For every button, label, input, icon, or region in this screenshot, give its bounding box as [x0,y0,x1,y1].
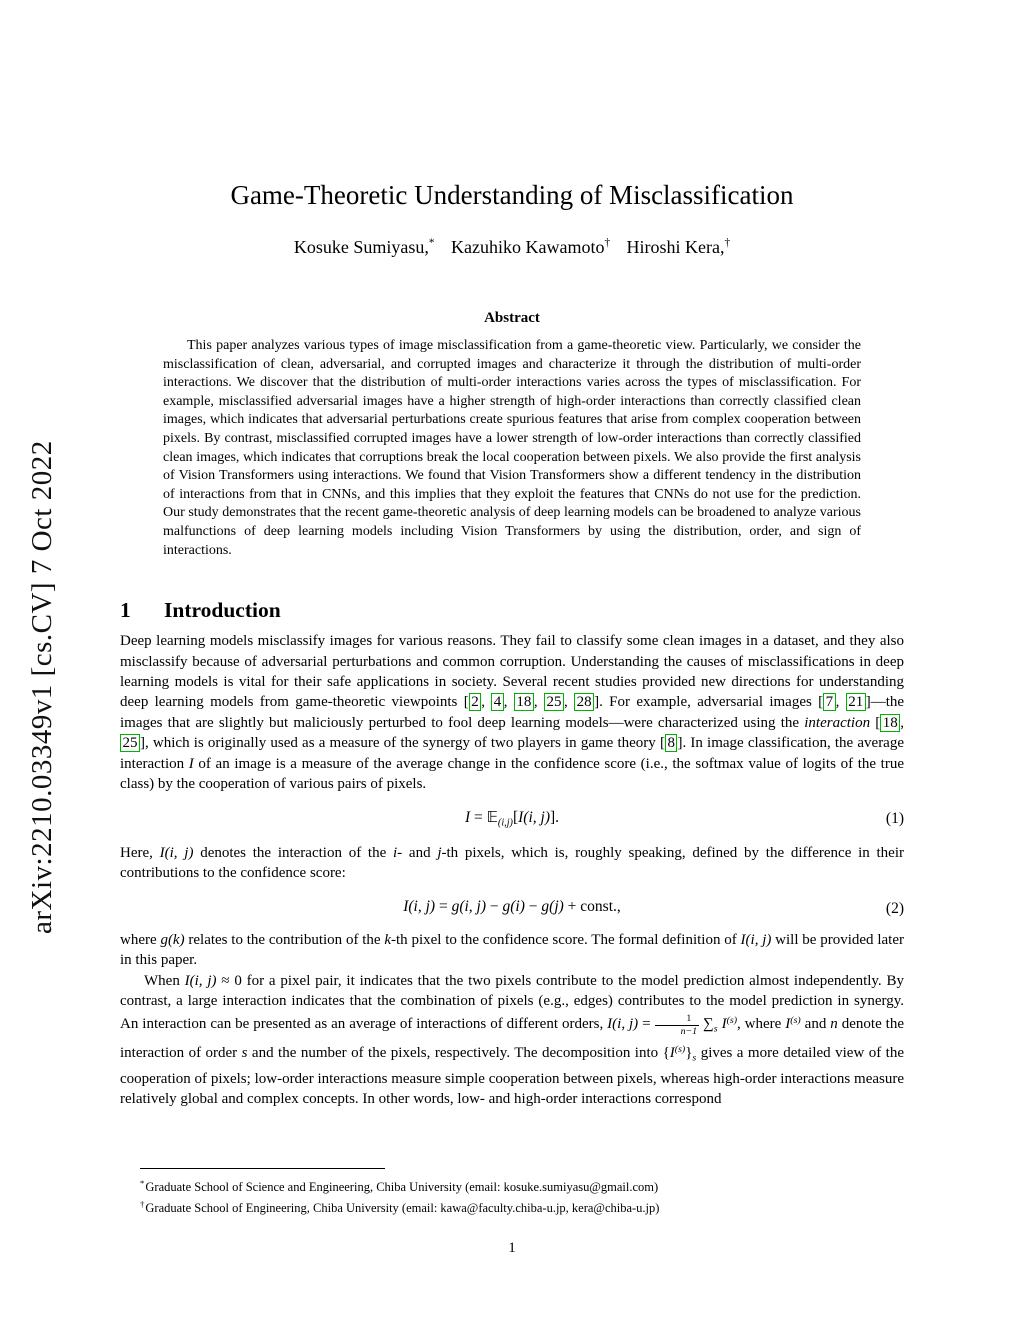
inline-math: I(i, j) [518,809,550,827]
equation-2-body: I(i, j) = g(i, j) − g(i) − g(j) + const., [403,897,621,915]
footnote-1-text: Graduate School of Science and Engineering, Chiba University (email: kosuke.sumiyasu@gmail.com) [145,1180,659,1195]
footnote-2 [140,1196,904,1217]
abstract-text: This paper analyzes various types of image misclassification from a game-theoretic view. Particularly, we consider the misclassification of clean, adversarial, and corrupted images and characterize it through the distribution of multi-order interactions. We discover that the distribution of multi-order interactions varies across the types of misclassification. For example, misclassified adversarial images have a higher strength of high-order interactions than correctly classified clean images, which indicates that adversarial perturbations create spurious features that arise from complex cooperation between pixels. By contrast, misclassified corrupted images have a lower strength of low-order interactions than correctly classified clean images, which indicates that corruptions break the local cooperation between pixels. We also provide the first analysis of Vision Transformers using interactions. We found that Vision Transformers show a different tendency in the distribution of interactions from that in CNNs, and this implies that they exploit the features that CNNs do not use for the prediction. Our study demonstrates that the recent game-theoretic analysis of deep learning models can be broadened to analyze various malfunctions of deep learning models including Vision Transformers by using the distribution, order, and sign of interactions. [163,338,861,558]
equation-2 [120,898,904,916]
author-2 [445,237,616,257]
author-3-mark: † [724,237,731,249]
equation-2-number: (2) [885,899,904,917]
paragraph-intro-4: When I(i, j) ≈ 0 for a pixel pair, it indicates that the two pixels contribute to the model prediction almost independently. By contrast, a large interaction indicates that the combination of pixels (e.g., edges) contributes to the model prediction in synergy. An interaction can be presented as an average of interactions of different orders, I(i, j) = $\frac{1}{n-1}$ $\sum_s$ $I^{(s)}$, where $I^{(s)}$ and n denote the interaction of order s and the number of the pixels, respectively. The decomposition into $\{I^{(s)}\}_s$ gives a more detailed view of the cooperation of pixels; low-order interactions measure simple cooperation between pixels, whereas high-order interactions measure relatively global and complex concepts. In other words, low- and high-order interactions correspond [120,972,905,1108]
inline-math: I [669,1045,675,1062]
citation-link[interactable]: 8 [665,734,678,752]
inline-math: j [437,844,442,861]
inline-math: I(i, j) [159,844,194,861]
author-1-name: Kosuke Sumiyasu, [293,237,429,257]
inline-math: g(i) [502,897,525,915]
footnotes [140,1168,904,1216]
citation-link[interactable]: 2 [469,693,482,711]
author-2-mark: † [604,237,611,249]
section-title: Introduction [164,598,281,623]
abstract-section [163,310,861,560]
citation-link[interactable]: 18 [514,693,534,711]
inline-math: I [785,1016,791,1033]
math-sub: s [692,1052,697,1064]
footnote-rule [140,1168,385,1169]
math-sub: (i,j) [497,817,513,829]
inline-math: g(k) [160,931,185,948]
inline-fraction: $\frac{1}{n-1}$ [655,1013,700,1037]
author-1 [288,237,441,257]
footnote-1-mark: * [140,1178,145,1188]
citation-link[interactable]: 18 [880,714,900,732]
paragraph-intro-2: Here, I(i, j) denotes the interaction of the i- and j-th pixels, which is, roughly speaking, defined by the difference in their contributions to the confidence score: [120,844,904,882]
footnote-2-text: Graduate School of Engineering, Chiba University (email: kawa@faculty.chiba-u.jp, kera@chiba-u.jp) [145,1200,660,1215]
math-sub: s [713,1023,718,1035]
inline-math: I(i, j) [607,1016,639,1033]
inline-math: I [188,755,194,772]
inline-math: g(j) [541,897,564,915]
page-number: 1 [508,1240,516,1256]
paper-content [120,180,904,1110]
section-number: 1 [120,598,131,623]
author-3 [621,237,737,257]
author-3-name: Hiroshi Kera, [626,237,725,257]
inline-math: k [384,931,392,948]
blackboard-e: 𝔼 [486,808,498,827]
author-1-mark: * [428,237,435,249]
citation-link[interactable]: 25 [544,693,564,711]
footnote-2-mark: † [140,1198,145,1209]
equation-1-body: I = 𝔼$_{(i,j)}$[I(i, j)]. [464,808,560,829]
citation-link[interactable]: 4 [491,693,504,711]
inline-math: I(i, j) [403,897,436,915]
inline-math: I [464,809,471,827]
section-heading-introduction [120,598,904,623]
abstract-heading: Abstract [484,310,540,326]
author-2-name: Kazuhiko Kawamoto [450,237,605,257]
citation-link[interactable]: 21 [846,693,866,711]
author-line [120,237,904,258]
equation-1-number: (1) [885,810,904,828]
footnote-1 [140,1175,904,1196]
inline-math: I(i, j) [184,972,217,989]
paragraph-intro-3: where g(k) relates to the contribution of the k-th pixel to the confidence score. The formal definition of I(i, j) will be provided later in this paper. [120,931,904,969]
inline-math: I [721,1016,727,1033]
citation-link[interactable]: 7 [823,693,836,711]
paragraph-intro-1: Deep learning models misclassify images for various reasons. They fail to classify some clean images in a dataset, and they also misclassify because of adversarial perturbations and common corruption. Understanding the causes of misclassifications in deep learning models is vital for their safe applications in society. Several recent studies provided new directions for understanding deep learning models from game-theoretic viewpoints [ 2 , 4 , 18 , 25 , 28 ]. For example, adversarial images [ 7 , 21 ]—the images that are slightly but maliciously perturbed to fool deep learning models—were characterized using the interaction [ 18 , 25 ], which is originally used as a measure of the synergy of two players in game theory [ 8 ]. In image classification, the average interaction I of an image is a measure of the average change in the confidence score (i.e., the softmax value of logits of the true class) by the cooperation of various pairs of pixels. [120,633,905,792]
math-sup: (s) [726,1015,737,1027]
inline-math: g(i, j) [451,897,487,915]
citation-link[interactable]: 28 [574,693,594,711]
math-sup: (s) [674,1044,686,1056]
inline-math: n [830,1016,838,1033]
equation-1 [120,808,904,829]
paper-title: Game-Theoretic Understanding of Misclassification [230,180,794,210]
math-sup: (s) [790,1015,801,1027]
citation-link[interactable]: 25 [120,734,140,752]
arxiv-watermark: arXiv:2210.03349v1 [cs.CV] 7 Oct 2022 [26,440,58,934]
inline-math: I(i, j) [740,931,772,948]
inline-math: i [393,844,398,861]
inline-math: s [241,1045,248,1062]
emphasis-text: interaction [804,714,871,731]
